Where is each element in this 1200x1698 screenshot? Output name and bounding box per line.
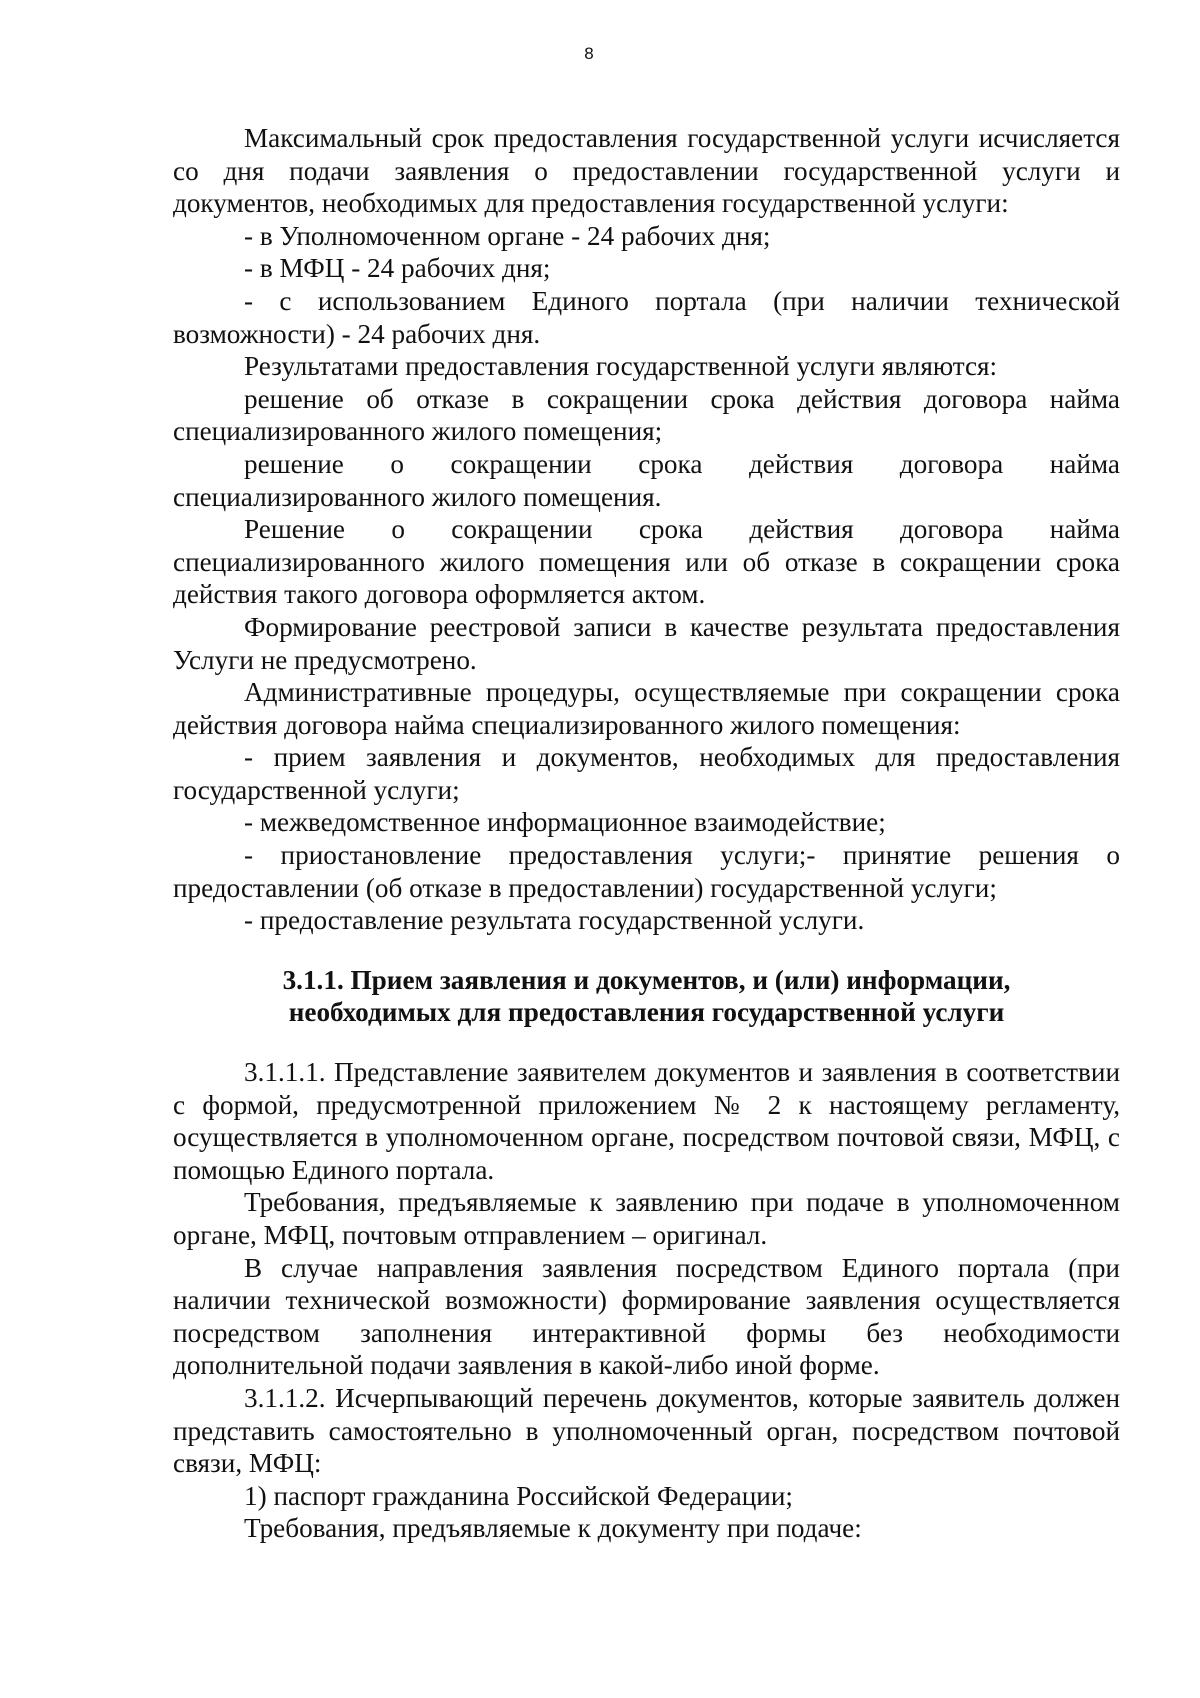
paragraph: решение о сокращении срока действия договора найма специализированного жилого помещения. bbox=[173, 448, 1120, 512]
list-item: - межведомственное информационное взаимодействие; bbox=[244, 807, 886, 838]
list-item: - прием заявления и документов, необходимых для предоставления государственной услуги; bbox=[173, 742, 1120, 805]
paragraph: 3.1.1.1. Представление заявителем документов и заявления в соответствии с формой, предусмотренной приложением № 2 к настоящему регламенту, осуществляется в уполномоченном органе, посредством почтовой связи, МФЦ, с помощью Единого портала. bbox=[173, 1057, 1120, 1185]
list-item: - приостановление предоставления услуги;- принятие решения о предоставлении (об отказе в предоставлении) государственной услуги; bbox=[173, 840, 1120, 903]
list-item: - в МФЦ - 24 рабочих дня; bbox=[244, 253, 551, 284]
list-item: - в Уполномоченном органе - 24 рабочих дня; bbox=[244, 220, 771, 251]
list-item: - предоставление результата государственной услуги. bbox=[244, 905, 865, 936]
paragraph: Административные процедуры, осуществляемые при сокращении срока действия договора найма специализированного жилого помещения: bbox=[173, 677, 1120, 740]
document-body bbox=[173, 122, 1120, 1545]
paragraph: Результатами предоставления государственной услуги являются: bbox=[244, 351, 998, 382]
section-heading-line: необходимых для предоставления государственной услуги bbox=[288, 997, 1005, 1028]
paragraph: решение об отказе в сокращении срока действия договора найма специализированного жилого помещения; bbox=[173, 383, 1120, 447]
paragraph: Максимальный срок предоставления государственной услуги исчисляется со дня подачи заявления о предоставлении государственной услуги и документов, необходимых для предоставления государственной услуги: bbox=[173, 123, 1120, 219]
paragraph: 3.1.1.2. Исчерпывающий перечень документов, которые заявитель должен представить самостоятельно в уполномоченный орган, посредством почтовой связи, МФЦ: bbox=[173, 1382, 1120, 1479]
paragraph: Формирование реестровой записи в качестве результата предоставления Услуги не предусмотрено. bbox=[173, 611, 1120, 675]
list-item: 1) паспорт гражданина Российской Федерации; bbox=[244, 1480, 793, 1511]
section-heading-line: 3.1.1. Прием заявления и документов, и (или) информации, bbox=[282, 964, 1011, 995]
list-item: - с использованием Единого портала (при наличии технической возможности) - 24 рабочих дня. bbox=[173, 285, 1120, 349]
paragraph: Решение о сокращении срока действия договора найма специализированного жилого помещения или об отказе в сокращении срока действия такого договора оформляется актом. bbox=[173, 514, 1120, 610]
page-number: 8 bbox=[584, 44, 594, 63]
paragraph: Требования, предъявляемые к заявлению при подаче в уполномоченном органе, МФЦ, почтовым отправлением – оригинал. bbox=[173, 1187, 1120, 1250]
paragraph: Требования, предъявляемые к документу при подаче: bbox=[244, 1513, 862, 1544]
section-heading bbox=[173, 964, 1120, 1029]
paragraph: В случае направления заявления посредством Единого портала (при наличии технической возможности) формирование заявления осуществляется посредством заполнения интерактивной формы без необходимости дополнительной подачи заявления в какой-либо иной форме. bbox=[173, 1252, 1120, 1381]
